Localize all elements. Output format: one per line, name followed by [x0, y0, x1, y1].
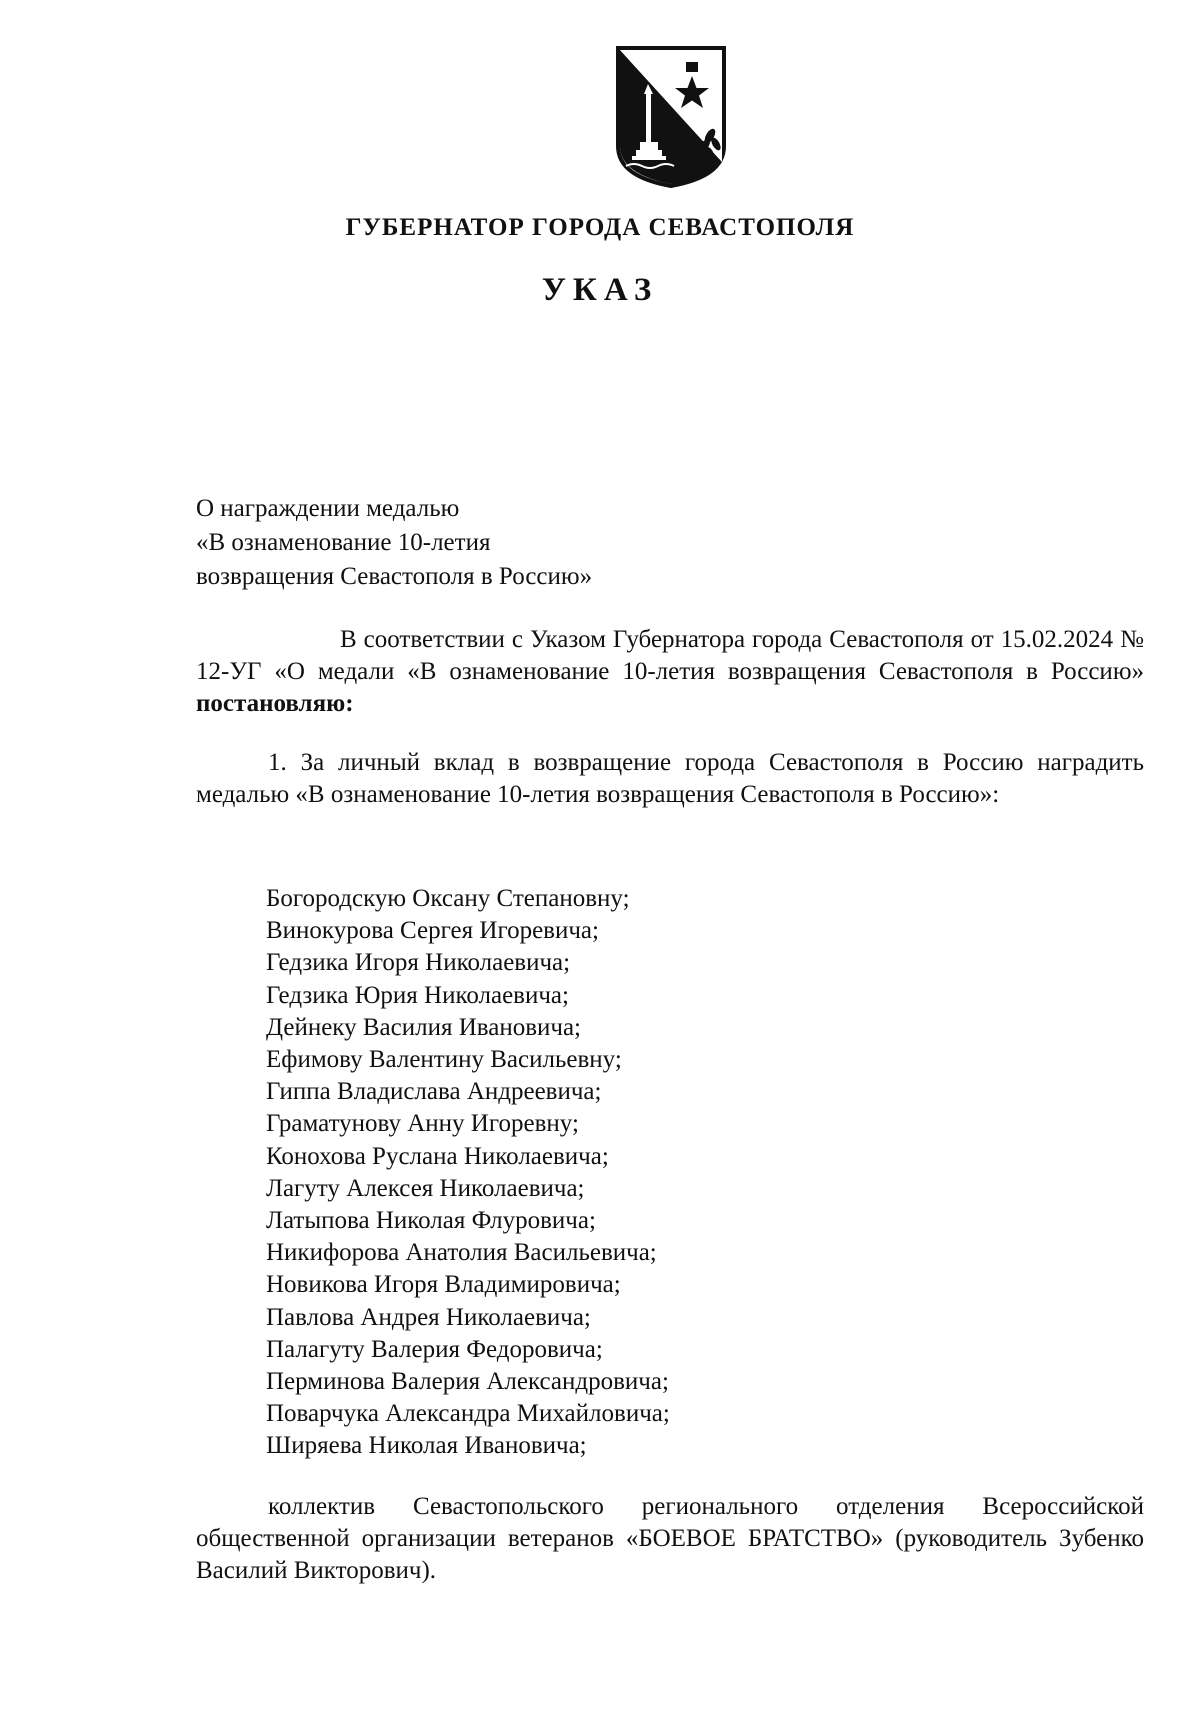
awardee-item: Новикова Игоря Владимировича;: [266, 1271, 621, 1299]
awardee-item: Граматунову Анну Игоревну;: [266, 1110, 579, 1138]
awardee-item: Ширяева Николая Ивановича;: [266, 1432, 587, 1460]
awardee-item: Винокурова Сергея Игоревича;: [266, 917, 599, 945]
subject-line: возвращения Севастополя в Россию»: [196, 563, 593, 590]
document-type-title: УКАЗ: [541, 272, 659, 308]
awardee-item: Перминова Валерия Александровича;: [266, 1368, 669, 1396]
awardee-item: Богородскую Оксану Степановну;: [266, 885, 630, 912]
subject-line: О награждении медалью: [196, 495, 460, 522]
preamble-paragraph: [196, 624, 1144, 720]
awardee-item: Лагуту Алексея Николаевича;: [266, 1174, 585, 1202]
awardee-item: Дейнеку Василия Ивановича;: [266, 1013, 582, 1041]
awardee-item: Никифорова Анатолия Васильевича;: [266, 1239, 657, 1267]
resolution-word: постановляю:: [196, 690, 354, 717]
awardee-item: Поварчука Александра Михайловича;: [266, 1400, 670, 1428]
awardee-item: Конохова Руслана Николаевича;: [266, 1142, 609, 1170]
preamble-text: В соответствии с Указом Губернатора города Севастополя от 15.02.2024 № 12-УГ «О медали «В ознаменование 10-летия возвращения Севастополя в Россию»: [196, 626, 1144, 685]
subject-line: «В ознаменование 10-летия: [196, 529, 491, 556]
issuer-title: ГУБЕРНАТОР ГОРОДА СЕВАСТОПОЛЯ: [345, 214, 855, 241]
awardee-list: [266, 883, 670, 1463]
sevastopol-coat-of-arms-icon: [614, 44, 728, 190]
awardee-item: Павлова Андрея Николаевича;: [266, 1303, 591, 1331]
awardee-item: Ефимову Валентину Васильевну;: [266, 1046, 622, 1074]
awardee-item: Гиппа Владислава Андреевича;: [266, 1078, 602, 1106]
awardee-item: Гедзика Игоря Николаевича;: [266, 949, 571, 977]
decree-subject: [196, 492, 592, 594]
collective-awardee-paragraph: коллектив Севастопольского регионального отделения Всероссийской общественной организации ветеранов «БОЕВОЕ БРАТСТВО» (руководитель Зубенко Василий Викторович).: [196, 1493, 1144, 1584]
awardee-item: Гедзика Юрия Николаевича;: [266, 981, 569, 1009]
clause-1-paragraph: 1. За личный вклад в возвращение города Севастополя в Россию наградить медалью «В ознаменование 10-летия возвращения Севастополя в Россию»:: [196, 749, 1144, 808]
awardee-item: Палагуту Валерия Федоровича;: [266, 1335, 603, 1363]
awardee-item: Латыпова Николая Флуровича;: [266, 1207, 596, 1235]
